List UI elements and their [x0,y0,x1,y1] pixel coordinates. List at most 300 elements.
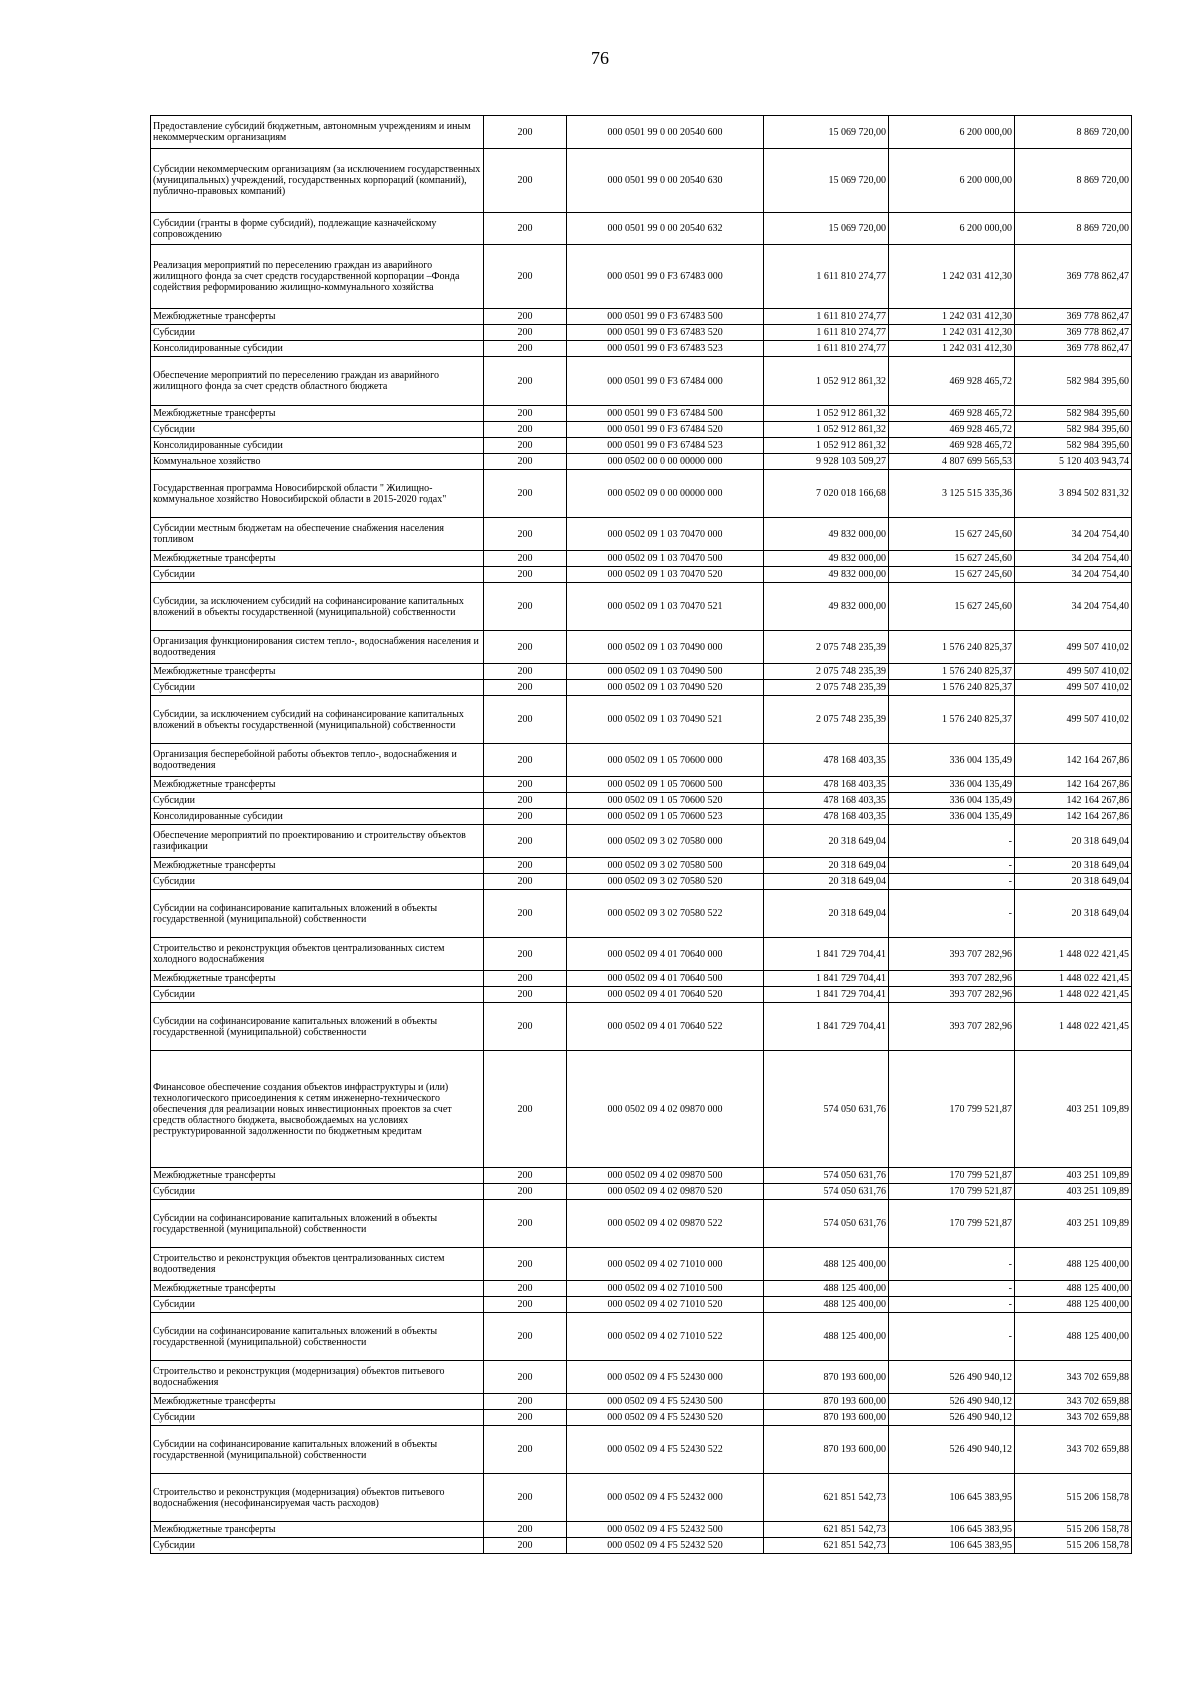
admin-code-cell: 200 [484,149,567,213]
classification-code-cell: 000 0502 09 1 03 70490 521 [567,696,764,744]
expense-name-cell: Субсидии [151,325,484,341]
classification-code-cell: 000 0501 99 0 F3 67483 500 [567,309,764,325]
admin-code-cell: 200 [484,1426,567,1474]
amount-cell-2: 526 490 940,12 [889,1426,1015,1474]
table-row [151,1522,1132,1538]
table-row [151,583,1132,631]
table-row [151,357,1132,406]
classification-code-cell: 000 0502 09 1 03 70470 520 [567,567,764,583]
classification-code-cell: 000 0502 09 1 03 70470 521 [567,583,764,631]
amount-cell-2: 393 707 282,96 [889,987,1015,1003]
admin-code-cell: 200 [484,245,567,309]
table-row [151,1281,1132,1297]
admin-code-cell: 200 [484,1394,567,1410]
amount-cell-3: 8 869 720,00 [1015,116,1132,149]
amount-cell-1: 574 050 631,76 [764,1200,889,1248]
admin-code-cell: 200 [484,696,567,744]
amount-cell-3: 8 869 720,00 [1015,149,1132,213]
classification-code-cell: 000 0502 09 1 05 70600 000 [567,744,764,777]
amount-cell-1: 2 075 748 235,39 [764,680,889,696]
amount-cell-2: 526 490 940,12 [889,1394,1015,1410]
amount-cell-1: 2 075 748 235,39 [764,631,889,664]
amount-cell-2: 1 576 240 825,37 [889,631,1015,664]
amount-cell-3: 582 984 395,60 [1015,406,1132,422]
amount-cell-3: 488 125 400,00 [1015,1281,1132,1297]
table-row [151,422,1132,438]
admin-code-cell: 200 [484,1522,567,1538]
table-row [151,1474,1132,1522]
amount-cell-1: 870 193 600,00 [764,1394,889,1410]
amount-cell-3: 1 448 022 421,45 [1015,938,1132,971]
amount-cell-2: 170 799 521,87 [889,1184,1015,1200]
admin-code-cell: 200 [484,309,567,325]
table-row [151,680,1132,696]
classification-code-cell: 000 0502 09 4 02 09870 500 [567,1168,764,1184]
amount-cell-2: 15 627 245,60 [889,583,1015,631]
amount-cell-2: 336 004 135,49 [889,809,1015,825]
admin-code-cell: 200 [484,454,567,470]
amount-cell-1: 1 841 729 704,41 [764,971,889,987]
admin-code-cell: 200 [484,357,567,406]
classification-code-cell: 000 0502 09 3 02 70580 520 [567,874,764,890]
admin-code-cell: 200 [484,631,567,664]
amount-cell-2: 3 125 515 335,36 [889,470,1015,518]
admin-code-cell: 200 [484,1168,567,1184]
amount-cell-2: 469 928 465,72 [889,422,1015,438]
amount-cell-2: 170 799 521,87 [889,1168,1015,1184]
amount-cell-1: 49 832 000,00 [764,583,889,631]
classification-code-cell: 000 0502 09 4 02 71010 522 [567,1313,764,1361]
expense-name-cell: Субсидии [151,567,484,583]
admin-code-cell: 200 [484,744,567,777]
admin-code-cell: 200 [484,567,567,583]
amount-cell-3: 499 507 410,02 [1015,696,1132,744]
classification-code-cell: 000 0501 99 0 F3 67483 000 [567,245,764,309]
expense-name-cell: Субсидии, за исключением субсидий на софинансирование капитальных вложений в объекты государственной (муниципальной) собственности [151,696,484,744]
amount-cell-1: 20 318 649,04 [764,874,889,890]
amount-cell-1: 1 611 810 274,77 [764,245,889,309]
amount-cell-2: 336 004 135,49 [889,777,1015,793]
amount-cell-2: 106 645 383,95 [889,1538,1015,1554]
amount-cell-3: 142 164 267,86 [1015,793,1132,809]
admin-code-cell: 200 [484,793,567,809]
table-row [151,309,1132,325]
amount-cell-3: 20 318 649,04 [1015,874,1132,890]
amount-cell-3: 403 251 109,89 [1015,1168,1132,1184]
amount-cell-1: 574 050 631,76 [764,1184,889,1200]
admin-code-cell: 200 [484,1200,567,1248]
amount-cell-2: 106 645 383,95 [889,1474,1015,1522]
amount-cell-3: 403 251 109,89 [1015,1051,1132,1168]
expense-name-cell: Строительство и реконструкция (модернизация) объектов питьевого водоснабжения [151,1361,484,1394]
amount-cell-1: 1 052 912 861,32 [764,357,889,406]
admin-code-cell: 200 [484,874,567,890]
amount-cell-1: 574 050 631,76 [764,1051,889,1168]
table-row [151,971,1132,987]
amount-cell-2: 6 200 000,00 [889,149,1015,213]
expense-name-cell: Реализация мероприятий по переселению граждан из аварийного жилищного фонда за счет средств государственной корпорации –Фонда содействия реформированию жилищно-коммунального хозяйства [151,245,484,309]
amount-cell-3: 343 702 659,88 [1015,1361,1132,1394]
amount-cell-3: 369 778 862,47 [1015,245,1132,309]
expense-name-cell: Обеспечение мероприятий по переселению граждан из аварийного жилищного фонда за счет средств областного бюджета [151,357,484,406]
amount-cell-2: 6 200 000,00 [889,213,1015,245]
admin-code-cell: 200 [484,1248,567,1281]
amount-cell-3: 582 984 395,60 [1015,422,1132,438]
expense-name-cell: Субсидии (гранты в форме субсидий), подлежащие казначейскому сопровождению [151,213,484,245]
table-row [151,858,1132,874]
expense-name-cell: Консолидированные субсидии [151,438,484,454]
expense-name-cell: Межбюджетные трансферты [151,971,484,987]
amount-cell-1: 49 832 000,00 [764,551,889,567]
amount-cell-3: 403 251 109,89 [1015,1200,1132,1248]
expense-name-cell: Субсидии [151,680,484,696]
table-row [151,664,1132,680]
classification-code-cell: 000 0502 09 1 03 70490 000 [567,631,764,664]
table-row [151,825,1132,858]
amount-cell-1: 488 125 400,00 [764,1281,889,1297]
classification-code-cell: 000 0502 09 1 05 70600 500 [567,777,764,793]
classification-code-cell: 000 0502 09 4 F5 52432 500 [567,1522,764,1538]
classification-code-cell: 000 0502 09 4 F5 52430 500 [567,1394,764,1410]
expense-name-cell: Организация бесперебойной работы объектов тепло-, водоснабжения и водоотведения [151,744,484,777]
admin-code-cell: 200 [484,1003,567,1051]
classification-code-cell: 000 0502 09 4 01 70640 000 [567,938,764,971]
amount-cell-2: 393 707 282,96 [889,971,1015,987]
expense-name-cell: Государственная программа Новосибирской области " Жилищно-коммунальное хозяйство Новосибирской области в 2015-2020 годах" [151,470,484,518]
amount-cell-3: 34 204 754,40 [1015,518,1132,551]
amount-cell-2: - [889,890,1015,938]
amount-cell-3: 1 448 022 421,45 [1015,987,1132,1003]
amount-cell-3: 403 251 109,89 [1015,1184,1132,1200]
amount-cell-1: 1 611 810 274,77 [764,325,889,341]
expense-name-cell: Консолидированные субсидии [151,341,484,357]
table-row [151,890,1132,938]
amount-cell-2: 4 807 699 565,53 [889,454,1015,470]
classification-code-cell: 000 0502 09 4 01 70640 522 [567,1003,764,1051]
table-row [151,341,1132,357]
classification-code-cell: 000 0502 09 4 F5 52432 520 [567,1538,764,1554]
amount-cell-3: 582 984 395,60 [1015,438,1132,454]
classification-code-cell: 000 0502 09 4 01 70640 500 [567,971,764,987]
amount-cell-2: 1 242 031 412,30 [889,341,1015,357]
admin-code-cell: 200 [484,938,567,971]
amount-cell-1: 49 832 000,00 [764,518,889,551]
table-row [151,116,1132,149]
expense-name-cell: Строительство и реконструкция объектов централизованных систем холодного водоснабжения [151,938,484,971]
classification-code-cell: 000 0501 99 0 F3 67484 520 [567,422,764,438]
table-row [151,793,1132,809]
classification-code-cell: 000 0502 09 4 02 71010 520 [567,1297,764,1313]
expense-name-cell: Субсидии на софинансирование капитальных вложений в объекты государственной (муниципальной) собственности [151,1426,484,1474]
classification-code-cell: 000 0502 09 4 02 09870 000 [567,1051,764,1168]
amount-cell-3: 488 125 400,00 [1015,1248,1132,1281]
expense-name-cell: Межбюджетные трансферты [151,551,484,567]
admin-code-cell: 200 [484,777,567,793]
table-row [151,1410,1132,1426]
amount-cell-3: 34 204 754,40 [1015,567,1132,583]
classification-code-cell: 000 0501 99 0 F3 67483 523 [567,341,764,357]
expense-name-cell: Межбюджетные трансферты [151,858,484,874]
amount-cell-3: 142 164 267,86 [1015,744,1132,777]
table-row [151,1297,1132,1313]
expense-name-cell: Субсидии на софинансирование капитальных вложений в объекты государственной (муниципальной) собственности [151,1200,484,1248]
table-row [151,744,1132,777]
admin-code-cell: 200 [484,1410,567,1426]
admin-code-cell: 200 [484,1281,567,1297]
expense-name-cell: Субсидии на софинансирование капитальных вложений в объекты государственной (муниципальной) собственности [151,890,484,938]
classification-code-cell: 000 0502 00 0 00 00000 000 [567,454,764,470]
table-row [151,1248,1132,1281]
amount-cell-1: 1 841 729 704,41 [764,1003,889,1051]
classification-code-cell: 000 0501 99 0 F3 67483 520 [567,325,764,341]
classification-code-cell: 000 0501 99 0 00 20540 630 [567,149,764,213]
expense-name-cell: Субсидии [151,987,484,1003]
expense-name-cell: Межбюджетные трансферты [151,406,484,422]
amount-cell-2: 1 576 240 825,37 [889,680,1015,696]
classification-code-cell: 000 0502 09 1 05 70600 520 [567,793,764,809]
expense-name-cell: Субсидии [151,422,484,438]
expense-name-cell: Межбюджетные трансферты [151,309,484,325]
amount-cell-3: 34 204 754,40 [1015,551,1132,567]
amount-cell-2: - [889,858,1015,874]
amount-cell-2: - [889,1281,1015,1297]
amount-cell-3: 1 448 022 421,45 [1015,1003,1132,1051]
table-row [151,987,1132,1003]
amount-cell-2: 526 490 940,12 [889,1410,1015,1426]
classification-code-cell: 000 0501 99 0 F3 67484 500 [567,406,764,422]
classification-code-cell: 000 0501 99 0 00 20540 600 [567,116,764,149]
amount-cell-1: 1 052 912 861,32 [764,406,889,422]
amount-cell-3: 488 125 400,00 [1015,1297,1132,1313]
admin-code-cell: 200 [484,858,567,874]
amount-cell-3: 142 164 267,86 [1015,809,1132,825]
amount-cell-1: 15 069 720,00 [764,116,889,149]
table-row [151,1168,1132,1184]
amount-cell-3: 369 778 862,47 [1015,325,1132,341]
expense-name-cell: Субсидии на софинансирование капитальных вложений в объекты государственной (муниципальной) собственности [151,1003,484,1051]
amount-cell-3: 1 448 022 421,45 [1015,971,1132,987]
amount-cell-1: 1 052 912 861,32 [764,422,889,438]
amount-cell-3: 488 125 400,00 [1015,1313,1132,1361]
table-row [151,1361,1132,1394]
amount-cell-2: 15 627 245,60 [889,551,1015,567]
admin-code-cell: 200 [484,551,567,567]
amount-cell-1: 574 050 631,76 [764,1168,889,1184]
admin-code-cell: 200 [484,583,567,631]
expense-name-cell: Субсидии [151,1410,484,1426]
amount-cell-3: 515 206 158,78 [1015,1474,1132,1522]
amount-cell-1: 2 075 748 235,39 [764,664,889,680]
expense-name-cell: Субсидии некоммерческим организациям (за исключением государственных (муниципальных) учреждений, государственных корпораций (компаний), публично-правовых компаний) [151,149,484,213]
classification-code-cell: 000 0502 09 4 F5 52430 520 [567,1410,764,1426]
table-row [151,1200,1132,1248]
amount-cell-2: 6 200 000,00 [889,116,1015,149]
amount-cell-2: - [889,874,1015,890]
amount-cell-3: 582 984 395,60 [1015,357,1132,406]
amount-cell-2: 106 645 383,95 [889,1522,1015,1538]
classification-code-cell: 000 0502 09 0 00 00000 000 [567,470,764,518]
admin-code-cell: 200 [484,1538,567,1554]
expense-name-cell: Субсидии [151,793,484,809]
amount-cell-3: 20 318 649,04 [1015,825,1132,858]
classification-code-cell: 000 0502 09 1 03 70490 520 [567,680,764,696]
amount-cell-2: 393 707 282,96 [889,938,1015,971]
amount-cell-2: 469 928 465,72 [889,406,1015,422]
amount-cell-1: 1 611 810 274,77 [764,309,889,325]
amount-cell-1: 20 318 649,04 [764,858,889,874]
admin-code-cell: 200 [484,1361,567,1394]
amount-cell-2: - [889,1297,1015,1313]
amount-cell-2: 393 707 282,96 [889,1003,1015,1051]
table-row [151,149,1132,213]
classification-code-cell: 000 0502 09 4 F5 52432 000 [567,1474,764,1522]
amount-cell-1: 1 052 912 861,32 [764,438,889,454]
amount-cell-1: 488 125 400,00 [764,1248,889,1281]
classification-code-cell: 000 0502 09 4 F5 52430 522 [567,1426,764,1474]
admin-code-cell: 200 [484,890,567,938]
amount-cell-1: 1 841 729 704,41 [764,987,889,1003]
admin-code-cell: 200 [484,809,567,825]
amount-cell-2: 1 576 240 825,37 [889,664,1015,680]
classification-code-cell: 000 0502 09 4 02 09870 522 [567,1200,764,1248]
amount-cell-2: 170 799 521,87 [889,1200,1015,1248]
amount-cell-3: 3 894 502 831,32 [1015,470,1132,518]
amount-cell-3: 5 120 403 943,74 [1015,454,1132,470]
admin-code-cell: 200 [484,341,567,357]
table-row [151,438,1132,454]
table-row [151,245,1132,309]
table-row [151,1313,1132,1361]
expense-name-cell: Межбюджетные трансферты [151,1168,484,1184]
amount-cell-3: 369 778 862,47 [1015,341,1132,357]
classification-code-cell: 000 0502 09 4 02 71010 500 [567,1281,764,1297]
amount-cell-2: 336 004 135,49 [889,793,1015,809]
classification-code-cell: 000 0501 99 0 F3 67484 000 [567,357,764,406]
amount-cell-2: 469 928 465,72 [889,357,1015,406]
amount-cell-2: 15 627 245,60 [889,567,1015,583]
amount-cell-2: 1 242 031 412,30 [889,325,1015,341]
amount-cell-1: 621 851 542,73 [764,1474,889,1522]
amount-cell-2: - [889,1313,1015,1361]
amount-cell-1: 15 069 720,00 [764,149,889,213]
amount-cell-2: 1 576 240 825,37 [889,696,1015,744]
table-row [151,213,1132,245]
admin-code-cell: 200 [484,971,567,987]
admin-code-cell: 200 [484,1184,567,1200]
table-row [151,1538,1132,1554]
amount-cell-1: 1 841 729 704,41 [764,938,889,971]
table-row [151,1184,1132,1200]
amount-cell-3: 343 702 659,88 [1015,1426,1132,1474]
amount-cell-1: 1 611 810 274,77 [764,341,889,357]
amount-cell-3: 369 778 862,47 [1015,309,1132,325]
table-row [151,874,1132,890]
table-row [151,1003,1132,1051]
expense-name-cell: Межбюджетные трансферты [151,664,484,680]
amount-cell-2: - [889,1248,1015,1281]
admin-code-cell: 200 [484,116,567,149]
classification-code-cell: 000 0502 09 3 02 70580 000 [567,825,764,858]
amount-cell-1: 870 193 600,00 [764,1410,889,1426]
table-row [151,696,1132,744]
table-row [151,325,1132,341]
budget-table-body [151,116,1132,1554]
amount-cell-3: 8 869 720,00 [1015,213,1132,245]
admin-code-cell: 200 [484,470,567,518]
table-row [151,938,1132,971]
admin-code-cell: 200 [484,438,567,454]
admin-code-cell: 200 [484,825,567,858]
expense-name-cell: Субсидии местным бюджетам на обеспечение снабжения населения топливом [151,518,484,551]
classification-code-cell: 000 0502 09 3 02 70580 522 [567,890,764,938]
table-row [151,809,1132,825]
table-row [151,518,1132,551]
expense-name-cell: Субсидии [151,874,484,890]
expense-name-cell: Субсидии [151,1184,484,1200]
amount-cell-2: 1 242 031 412,30 [889,309,1015,325]
amount-cell-1: 478 168 403,35 [764,809,889,825]
amount-cell-1: 621 851 542,73 [764,1522,889,1538]
admin-code-cell: 200 [484,664,567,680]
amount-cell-1: 2 075 748 235,39 [764,696,889,744]
classification-code-cell: 000 0502 09 1 03 70470 000 [567,518,764,551]
admin-code-cell: 200 [484,422,567,438]
table-row [151,1051,1132,1168]
amount-cell-3: 20 318 649,04 [1015,858,1132,874]
amount-cell-3: 499 507 410,02 [1015,680,1132,696]
expense-name-cell: Финансовое обеспечение создания объектов инфраструктуры и (или) технологического присоединения к сетям инженерно-технического обеспечения для реализации новых инвестиционных проектов за счет средств областного бюджета, высвобождаемых на условиях реструктурированной задолженности по бюджетным кредитам [151,1051,484,1168]
amount-cell-1: 7 020 018 166,68 [764,470,889,518]
amount-cell-1: 49 832 000,00 [764,567,889,583]
classification-code-cell: 000 0502 09 4 01 70640 520 [567,987,764,1003]
admin-code-cell: 200 [484,1474,567,1522]
amount-cell-1: 478 168 403,35 [764,744,889,777]
amount-cell-3: 142 164 267,86 [1015,777,1132,793]
table-row [151,454,1132,470]
table-row [151,406,1132,422]
amount-cell-3: 34 204 754,40 [1015,583,1132,631]
expense-name-cell: Субсидии [151,1297,484,1313]
amount-cell-3: 343 702 659,88 [1015,1410,1132,1426]
table-row [151,470,1132,518]
amount-cell-1: 20 318 649,04 [764,825,889,858]
expense-name-cell: Субсидии на софинансирование капитальных вложений в объекты государственной (муниципальной) собственности [151,1313,484,1361]
admin-code-cell: 200 [484,518,567,551]
admin-code-cell: 200 [484,325,567,341]
page-number: 76 [591,48,609,68]
amount-cell-1: 488 125 400,00 [764,1313,889,1361]
amount-cell-3: 20 318 649,04 [1015,890,1132,938]
table-row [151,777,1132,793]
amount-cell-1: 621 851 542,73 [764,1538,889,1554]
expense-name-cell: Межбюджетные трансферты [151,777,484,793]
amount-cell-2: 1 242 031 412,30 [889,245,1015,309]
classification-code-cell: 000 0502 09 4 02 71010 000 [567,1248,764,1281]
classification-code-cell: 000 0501 99 0 F3 67484 523 [567,438,764,454]
amount-cell-3: 499 507 410,02 [1015,631,1132,664]
expense-name-cell: Межбюджетные трансферты [151,1522,484,1538]
amount-cell-1: 870 193 600,00 [764,1426,889,1474]
amount-cell-1: 488 125 400,00 [764,1297,889,1313]
amount-cell-1: 15 069 720,00 [764,213,889,245]
amount-cell-3: 515 206 158,78 [1015,1538,1132,1554]
amount-cell-2: 526 490 940,12 [889,1361,1015,1394]
amount-cell-1: 478 168 403,35 [764,777,889,793]
amount-cell-3: 515 206 158,78 [1015,1522,1132,1538]
expense-name-cell: Обеспечение мероприятий по проектированию и строительству объектов газификации [151,825,484,858]
expense-name-cell: Межбюджетные трансферты [151,1394,484,1410]
amount-cell-3: 499 507 410,02 [1015,664,1132,680]
